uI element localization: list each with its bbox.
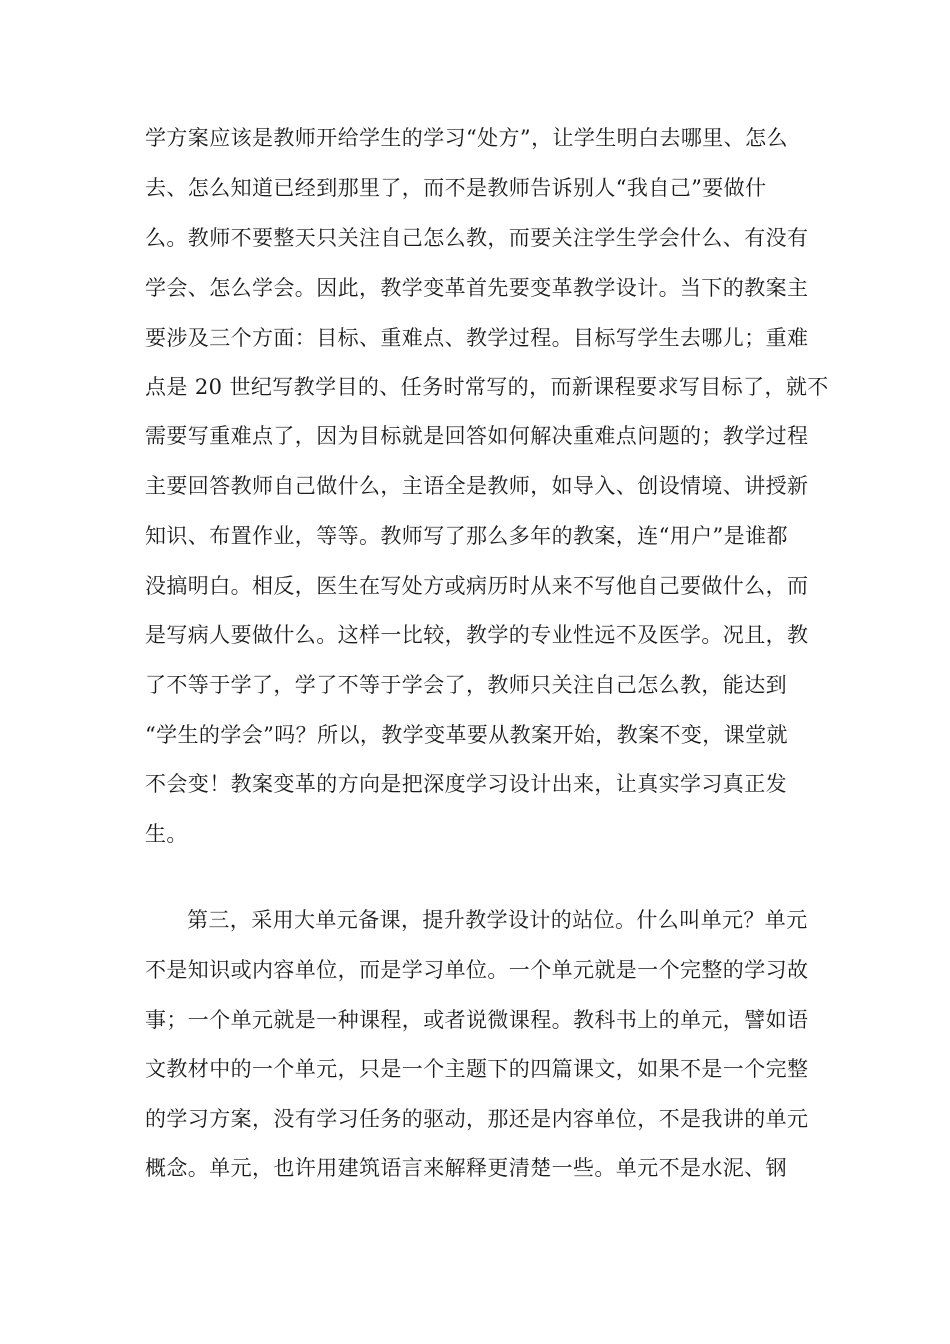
text-line: “学生的学会”吗？所以，教学变革要从教案开始，教案不变，课堂就 bbox=[145, 723, 788, 747]
text-line: 需要写重难点了，因为目标就是回答如何解决重难点问题的；教学过程 bbox=[145, 424, 809, 448]
text-line: 第三，采用大单元备课，提升教学设计的站位。什么叫单元？单元 bbox=[187, 908, 808, 932]
text-line: 是写病人要做什么。这样一比较，教学的专业性远不及医学。况且，教 bbox=[145, 623, 809, 647]
text-line: 么。教师不要整天只关注自己怎么教，而要关注学生学会什么、有没有 bbox=[145, 226, 809, 250]
text-line: 了不等于学了，学了不等于学会了，教师只关注自己怎么教，能达到 bbox=[145, 673, 787, 697]
text-line: 概念。单元，也许用建筑语言来解释更清楚一些。单元不是水泥、钢 bbox=[145, 1156, 787, 1180]
text-line: 学方案应该是教师开给学生的学习“处方”，让学生明白去哪里、怎么 bbox=[145, 126, 788, 150]
text-line: 生。 bbox=[145, 822, 188, 846]
text-line: 的学习方案，没有学习任务的驱动，那还是内容单位，不是我讲的单元 bbox=[145, 1107, 809, 1131]
text-line: 要涉及三个方面：目标、重难点、教学过程。目标写学生去哪儿；重难 bbox=[145, 326, 809, 350]
text-line: 没搞明白。相反，医生在写处方或病历时从来不写他自己要做什么，而 bbox=[145, 574, 809, 598]
text-line: 去、怎么知道已经到那里了，而不是教师告诉别人“我自己”要做什 bbox=[145, 176, 767, 200]
text-line: 知识、布置作业，等等。教师写了那么多年的教案，连“用户”是谁都 bbox=[145, 524, 788, 548]
text-line: 主要回答教师自己做什么，主语全是教师，如导入、创设情境、讲授新 bbox=[145, 474, 809, 498]
text-line: 事；一个单元就是一种课程，或者说微课程。教科书上的单元，譬如语 bbox=[145, 1008, 809, 1032]
text-line: 不是知识或内容单位，而是学习单位。一个单元就是一个完整的学习故 bbox=[145, 958, 809, 982]
text-line: 点是 20 世纪写教学目的、任务时常写的，而新课程要求写目标了，就不 bbox=[145, 375, 829, 399]
text-line: 不会变！教案变革的方向是把深度学习设计出来，让真实学习真正发 bbox=[145, 772, 787, 796]
text-line: 文教材中的一个单元，只是一个主题下的四篇课文，如果不是一个完整 bbox=[145, 1057, 809, 1081]
text-line: 学会、怎么学会。因此，教学变革首先要变革教学设计。当下的教案主 bbox=[145, 276, 809, 300]
